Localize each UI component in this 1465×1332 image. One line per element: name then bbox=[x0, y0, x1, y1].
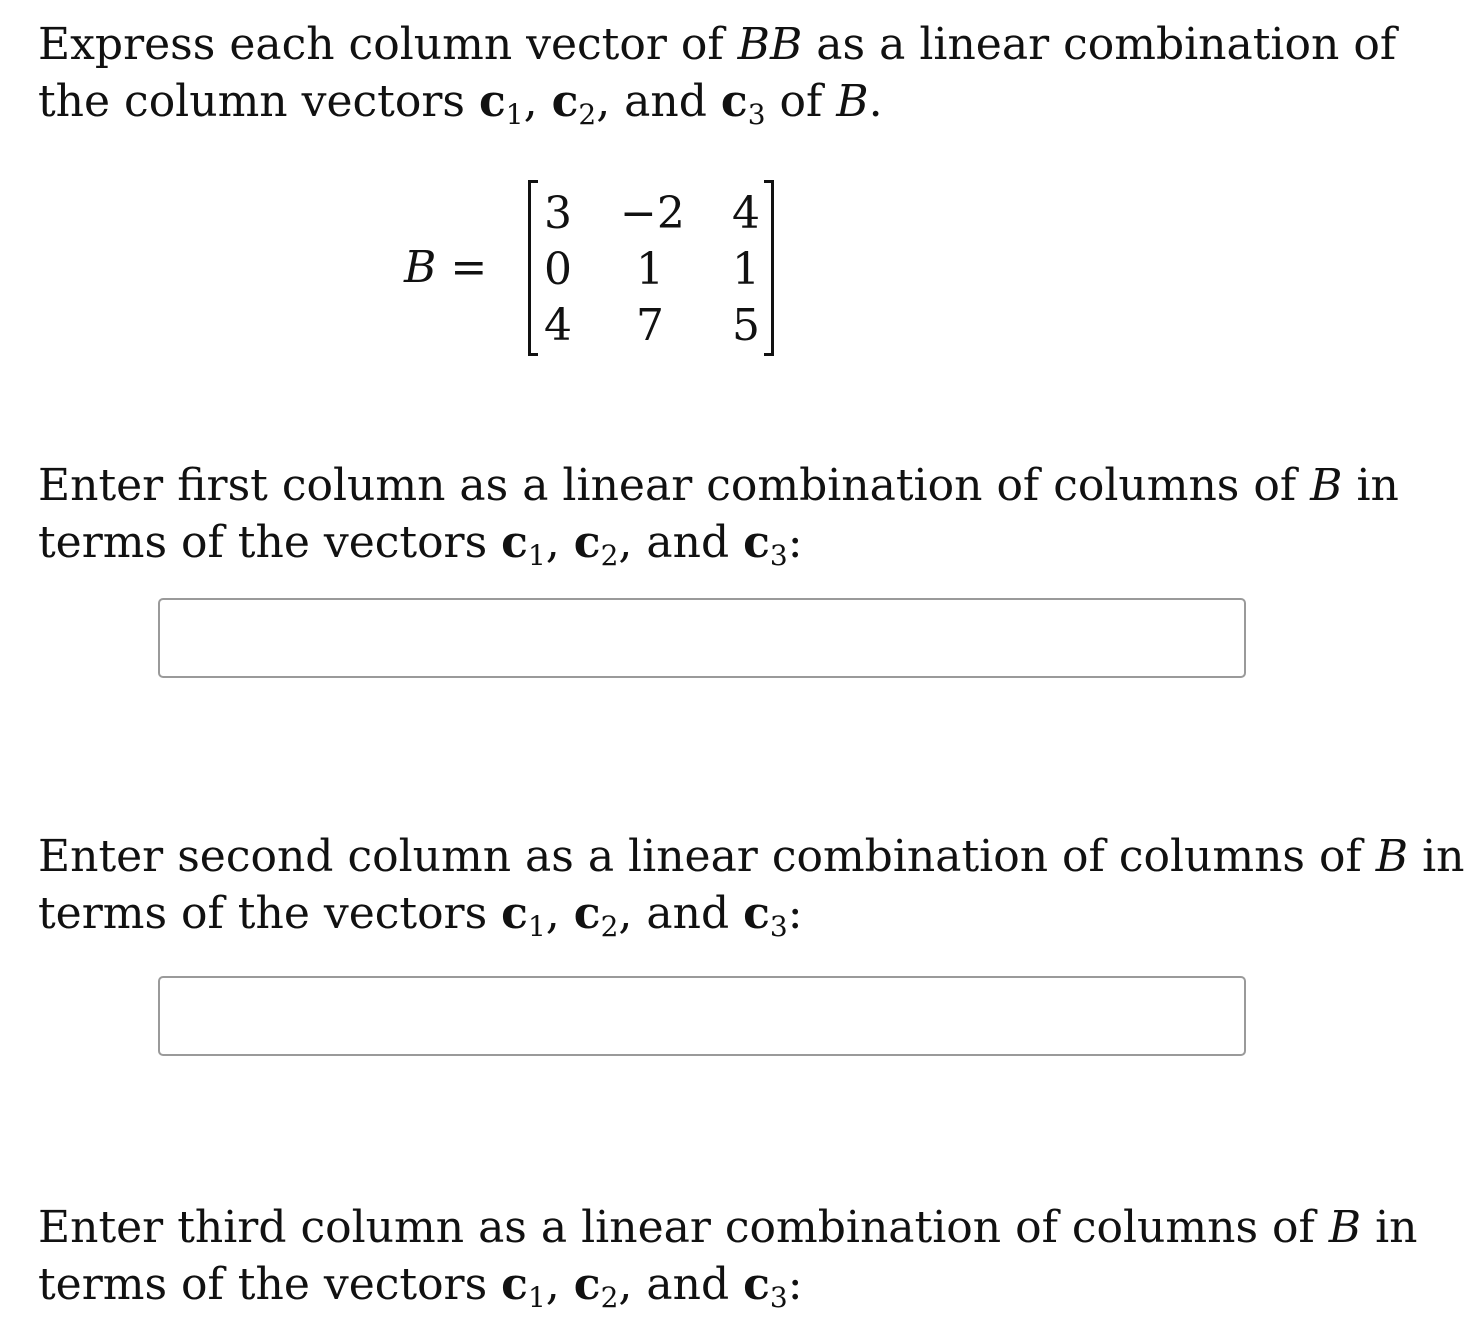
equals-sign: = bbox=[436, 242, 488, 293]
question-text: Enter third column as a linear combination of columns of bbox=[38, 1202, 1329, 1253]
subscript: 3 bbox=[747, 98, 766, 131]
vector-c3: c bbox=[720, 76, 748, 127]
matrix-cell: 5 bbox=[732, 300, 760, 351]
matrix-symbol: B bbox=[1328, 1202, 1362, 1253]
separator: , and bbox=[596, 76, 721, 127]
connector: of bbox=[765, 76, 837, 127]
question-3-line-2 bbox=[38, 1256, 1450, 1313]
intro-text bbox=[38, 16, 1450, 130]
subscript: 1 bbox=[527, 1281, 546, 1314]
vector-c2: c bbox=[573, 517, 601, 568]
colon: : bbox=[787, 517, 803, 568]
matrix-symbol: B bbox=[1310, 460, 1343, 511]
subscript: 1 bbox=[505, 98, 524, 131]
matrix-symbol: BB bbox=[737, 19, 803, 70]
answer-input-column-2[interactable] bbox=[158, 976, 1246, 1056]
intro-line-2-text: the column vectors bbox=[38, 76, 479, 127]
question-1-prompt bbox=[38, 457, 1450, 571]
intro-line-1-tail: as a linear combination of bbox=[802, 19, 1397, 70]
matrix-cell: −2 bbox=[620, 188, 685, 239]
vector-c1: c bbox=[478, 76, 506, 127]
separator: , and bbox=[618, 1259, 744, 1310]
vector-c3: c bbox=[743, 888, 770, 939]
vector-c3: c bbox=[743, 1259, 770, 1310]
matrix-cell: 0 bbox=[544, 244, 572, 295]
subscript: 2 bbox=[600, 1281, 619, 1314]
question-2-line-2 bbox=[38, 885, 1450, 942]
question-text: terms of the vectors bbox=[38, 1259, 502, 1310]
question-1-line-1 bbox=[38, 457, 1450, 514]
vector-c3: c bbox=[743, 517, 770, 568]
subscript: 2 bbox=[600, 910, 619, 943]
question-text: terms of the vectors bbox=[38, 888, 502, 939]
question-text: Enter second column as a linear combination of columns of bbox=[38, 831, 1376, 882]
matrix-label bbox=[404, 238, 487, 298]
question-1-line-2 bbox=[38, 514, 1450, 571]
question-text-tail: in bbox=[1361, 1202, 1418, 1253]
separator: , bbox=[545, 1259, 574, 1310]
question-text-tail: in bbox=[1342, 460, 1399, 511]
matrix-symbol: B bbox=[1375, 831, 1409, 882]
matrix-cell: 7 bbox=[636, 300, 664, 351]
separator: , bbox=[523, 76, 552, 127]
vector-c1: c bbox=[501, 888, 528, 939]
period: . bbox=[868, 76, 883, 127]
question-text: terms of the vectors bbox=[38, 517, 502, 568]
separator: , and bbox=[618, 517, 744, 568]
matrix-cell: 4 bbox=[544, 300, 572, 351]
matrix-cell: 3 bbox=[544, 188, 572, 239]
question-3-line-1 bbox=[38, 1199, 1450, 1256]
intro-line-1 bbox=[38, 16, 1450, 73]
matrix-label-symbol: B bbox=[404, 242, 437, 293]
colon: : bbox=[787, 1259, 803, 1310]
separator: , bbox=[545, 517, 574, 568]
subscript: 2 bbox=[600, 539, 619, 572]
question-2-line-1 bbox=[38, 828, 1465, 885]
question-2-prompt bbox=[38, 828, 1465, 943]
vector-c2: c bbox=[551, 76, 579, 127]
question-text-tail: in bbox=[1408, 831, 1465, 882]
subscript: 1 bbox=[527, 539, 546, 572]
matrix-cell: 1 bbox=[732, 244, 760, 295]
intro-line-2 bbox=[38, 73, 1450, 130]
vector-c1: c bbox=[501, 1259, 528, 1310]
vector-c2: c bbox=[573, 1259, 601, 1310]
subscript: 3 bbox=[769, 539, 788, 572]
separator: , bbox=[545, 888, 574, 939]
subscript: 3 bbox=[769, 910, 788, 943]
question-3-prompt bbox=[38, 1199, 1450, 1313]
intro-line-1-text: Express each column vector of bbox=[38, 19, 738, 70]
subscript: 3 bbox=[769, 1281, 788, 1314]
matrix-symbol: B bbox=[836, 76, 869, 127]
colon: : bbox=[787, 888, 803, 939]
matrix-display bbox=[404, 178, 784, 360]
vector-c2: c bbox=[573, 888, 601, 939]
answer-input-column-1[interactable] bbox=[158, 598, 1246, 678]
subscript: 2 bbox=[578, 98, 597, 131]
subscript: 1 bbox=[527, 910, 546, 943]
question-text: Enter first column as a linear combination of columns of bbox=[38, 460, 1311, 511]
matrix-cell: 1 bbox=[636, 244, 664, 295]
matrix-cell: 4 bbox=[732, 188, 760, 239]
vector-c1: c bbox=[501, 517, 528, 568]
separator: , and bbox=[618, 888, 744, 939]
